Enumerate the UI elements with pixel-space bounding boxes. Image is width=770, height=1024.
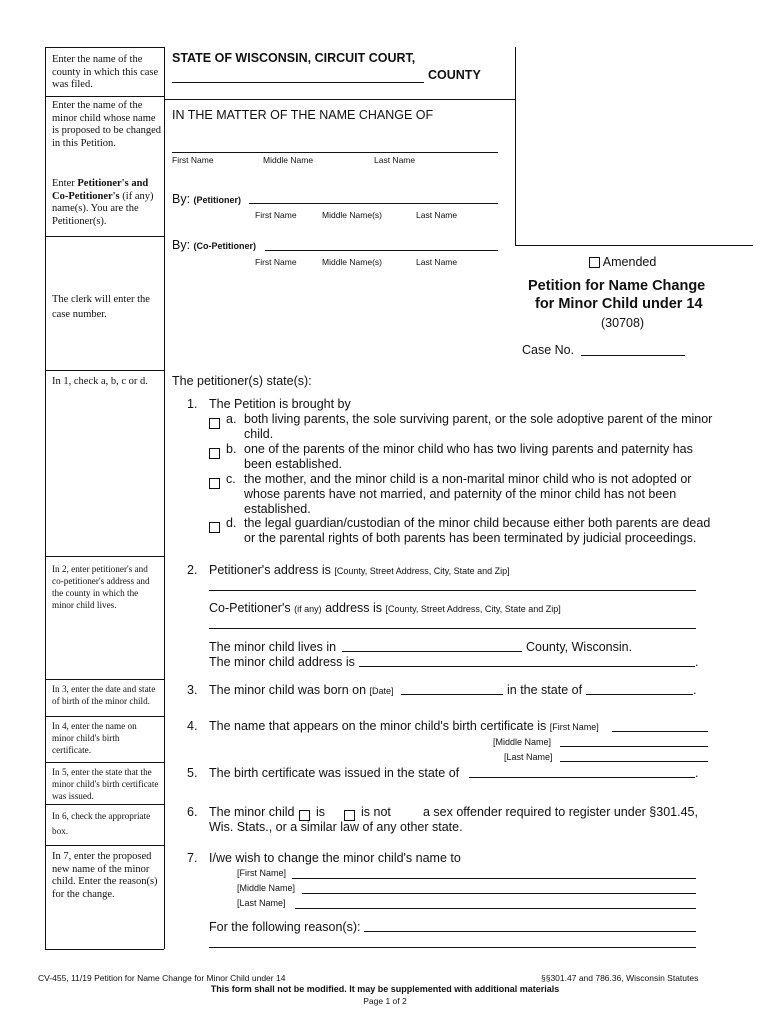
item-1d-line2: or the parental rights of both parents has been terminated by judicial proceedings. — [244, 531, 697, 545]
footer-page: Page 1 of 2 — [363, 996, 407, 1006]
co-petitioner-last-label: Last Name — [416, 257, 458, 267]
county-field[interactable] — [172, 82, 424, 83]
bc-state-field[interactable] — [469, 777, 695, 778]
sidebar-item3-help: In 3, enter the date and state of birth of the minor child. — [52, 684, 156, 706]
sidebar-item5-help: In 5, enter the state that the minor child's birth certificate was issued. — [52, 767, 159, 801]
item-1b-line2: been established. — [244, 457, 342, 471]
item-1c-checkbox[interactable] — [209, 478, 220, 489]
bc-middle-name-field[interactable] — [560, 746, 708, 747]
new-last-name-field[interactable] — [295, 908, 696, 909]
item-4-text: The name that appears on the minor child's birth certificate is [First Name] — [209, 719, 599, 733]
case-no-label: Case No. — [522, 343, 575, 357]
item-7-number: 7. — [187, 851, 198, 865]
item-7-text: I/we wish to change the minor child's name to — [209, 851, 461, 865]
item-1b-letter: b. — [226, 442, 237, 456]
middle-name-label: Middle Name — [263, 155, 314, 165]
reason-field-1[interactable] — [364, 931, 696, 932]
petitioner-states: The petitioner(s) state(s): — [172, 374, 312, 388]
item-1d-checkbox[interactable] — [209, 522, 220, 533]
amended-label: Amended — [602, 255, 657, 269]
amended-checkbox[interactable] — [589, 257, 600, 268]
item-1a-line2: child. — [244, 427, 274, 441]
matter-heading: IN THE MATTER OF THE NAME CHANGE OF — [172, 108, 434, 122]
sidebar-item1-help: In 1, check a, b, c or d. — [52, 376, 148, 387]
petitioner-first-label: First Name — [255, 210, 297, 220]
bc-last-name-field[interactable] — [560, 761, 708, 762]
item-1-number: 1. — [187, 397, 198, 411]
co-petitioner-middle-label: Middle Name(s) — [322, 257, 382, 267]
sidebar-child-name-help: Enter the name of the minor child whose name is proposed to be changed in this Petition. — [52, 100, 162, 149]
item-5-text: The birth certificate was issued in the state of — [209, 766, 460, 780]
co-petitioner-address-text: Co-Petitioner's (if any) address is [County, Street Address, City, State and Zip] — [209, 601, 561, 615]
new-last-label: [Last Name] — [237, 898, 286, 908]
item-1c-line1: the mother, and the minor child is a non-marital minor child who is not adopted or — [244, 472, 692, 486]
bc-last-label: [Last Name] — [504, 752, 553, 762]
period: . — [693, 683, 697, 697]
period: . — [695, 655, 699, 669]
case-no-field[interactable] — [581, 355, 685, 356]
sidebar-item6-help: In 6, check the appropriate box. — [52, 811, 151, 836]
child-county-suffix: County, Wisconsin. — [526, 640, 633, 654]
co-petitioner-address-field[interactable] — [209, 628, 696, 629]
item-6-text-c: Wis. Stats., or a similar law of any other state. — [209, 820, 463, 834]
reason-field-2[interactable] — [209, 947, 696, 948]
reasons-label: For the following reason(s): — [209, 920, 361, 934]
petitioner-last-label: Last Name — [416, 210, 458, 220]
petitioner-by: By: (Petitioner) — [172, 192, 242, 206]
child-lives-in: The minor child lives in — [209, 640, 337, 654]
item-1c-line2: whose parents have not married, and paternity of the minor child has not been — [244, 487, 677, 501]
last-name-label: Last Name — [374, 155, 416, 165]
sidebar-clerk-help: The clerk will enter the case number. — [52, 294, 150, 320]
item-1b-checkbox[interactable] — [209, 448, 220, 459]
period: . — [695, 766, 699, 780]
bc-middle-label: [Middle Name] — [493, 737, 552, 747]
item-2-number: 2. — [187, 563, 198, 577]
item-1b-line1: one of the parents of the minor child who has two living parents and paternity has — [244, 442, 693, 456]
item-1c-line3: established. — [244, 502, 311, 516]
child-county-field[interactable] — [342, 651, 522, 652]
item-1c-letter: c. — [226, 472, 236, 486]
is-not-label: is not — [361, 805, 391, 819]
item-1-text: The Petition is brought by — [209, 397, 351, 411]
form-code: (30708) — [601, 316, 645, 330]
item-4-number: 4. — [187, 719, 198, 733]
item-6-text-b: a sex offender required to register under §301.45, — [423, 805, 698, 819]
item-1d-letter: d. — [226, 516, 237, 530]
item-3-number: 3. — [187, 683, 198, 697]
co-petitioner-by: By: (Co-Petitioner) — [172, 238, 257, 252]
petitioner-middle-label: Middle Name(s) — [322, 210, 382, 220]
item-1a-line1: both living parents, the sole surviving parent, or the sole adoptive parent of the minor — [244, 412, 713, 426]
child-address-field[interactable] — [359, 666, 695, 667]
sidebar-item2-help: In 2, enter petitioner's and co-petitioner's address and the county in which the minor child lives. — [52, 564, 150, 610]
sidebar-item4-help: In 4, enter the name on minor child's birth certificate. — [52, 721, 137, 755]
form-title-2: for Minor Child under 14 — [535, 296, 703, 312]
item-1a-checkbox[interactable] — [209, 418, 220, 429]
new-middle-label: [Middle Name] — [237, 883, 296, 893]
birth-state-field[interactable] — [586, 694, 693, 695]
item-5-number: 5. — [187, 766, 198, 780]
sidebar-petitioner-help: Enter Petitioner's and Co-Petitioner's (if any) name(s). You are the Petitioner(s). — [52, 178, 154, 227]
sidebar-county-help: Enter the name of the county in which this case was filed. — [52, 54, 159, 90]
footer-notice: This form shall not be modified. It may be supplemented with additional materials — [210, 984, 560, 994]
co-petitioner-first-label: First Name — [255, 257, 297, 267]
is-label: is — [316, 805, 326, 819]
item-1d-line1: the legal guardian/custodian of the minor child because either both parents are dead — [244, 516, 711, 530]
petitioner-name-field[interactable] — [249, 203, 498, 204]
item-2-text: Petitioner's address is [County, Street Address, City, State and Zip] — [209, 563, 510, 577]
new-first-name-field[interactable] — [292, 878, 696, 879]
form-title-1: Petition for Name Change — [528, 278, 706, 294]
footer-form-id: CV-455, 11/19 Petition for Name Change for Minor Child under 14 — [38, 973, 286, 983]
child-address-label: The minor child address is — [209, 655, 355, 669]
footer-statutes: §§301.47 and 786.36, Wisconsin Statutes — [541, 973, 699, 983]
sidebar-item7-help: In 7, enter the proposed new name of the minor child. Enter the reason(s) for the change. — [52, 851, 158, 900]
petitioner-address-field[interactable] — [209, 590, 696, 591]
co-petitioner-name-field[interactable] — [265, 250, 498, 251]
new-first-label: [First Name] — [237, 868, 287, 878]
bc-first-name-field[interactable] — [612, 731, 708, 732]
item-6-number: 6. — [187, 805, 198, 819]
county-label: COUNTY — [428, 68, 481, 82]
item-1a-letter: a. — [226, 412, 237, 426]
birth-state-label: in the state of — [507, 683, 583, 697]
child-name-field[interactable] — [172, 152, 498, 153]
birth-date-field[interactable] — [401, 694, 503, 695]
first-name-label: First Name — [172, 155, 214, 165]
court-heading: STATE OF WISCONSIN, CIRCUIT COURT, — [172, 51, 416, 65]
item-3-text: The minor child was born on [Date] — [209, 683, 394, 697]
new-middle-name-field[interactable] — [302, 893, 696, 894]
item-6-text: The minor child — [209, 805, 295, 819]
amended-option[interactable] — [589, 255, 656, 269]
